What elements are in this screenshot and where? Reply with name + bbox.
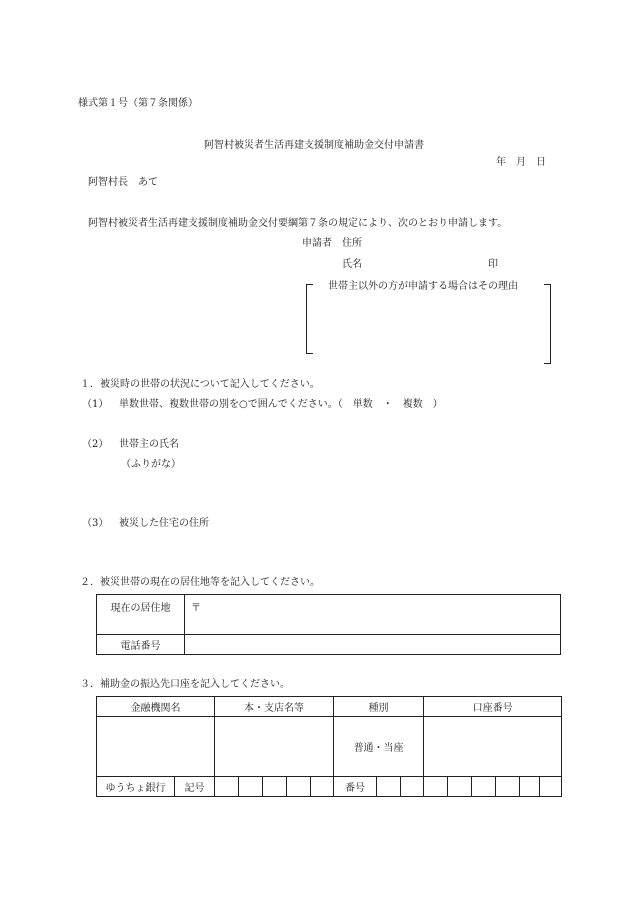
reason-bracket-left [306, 284, 313, 354]
branch-name-field[interactable] [215, 717, 334, 777]
header-account-number: 口座番号 [424, 697, 562, 717]
residence-label: 現在の居住地 [97, 595, 185, 635]
header-branch-name: 本・支店名等 [215, 697, 334, 717]
bangou-digit-cell[interactable] [540, 777, 562, 797]
applicant-address-label: 申請者 住所 [302, 238, 362, 249]
bangou-digit-cell[interactable] [520, 777, 540, 797]
applicant-name-label: 氏名 [342, 259, 362, 270]
phone-field[interactable] [185, 635, 561, 655]
bangou-digit-cell[interactable] [377, 777, 401, 797]
q2-number: （2） [82, 439, 109, 450]
q1-text: 単数世帯、複数世帯の別を○で囲んでください。（ 単数 ・ 複数 ） [119, 399, 443, 410]
bangou-digit-cell[interactable] [472, 777, 496, 797]
q2-text: 世帯主の氏名 [119, 439, 179, 450]
kigou-digit-cell[interactable] [215, 777, 239, 797]
residence-field[interactable] [185, 595, 561, 635]
q2-furigana: （ふりがな） [121, 459, 181, 470]
kigou-digit-cell[interactable] [287, 777, 311, 797]
postal-mark: 〒 [191, 603, 201, 614]
section3-heading: ３．補助金の振込先口座を記入してください。 [80, 679, 290, 690]
header-account-type: 種別 [334, 697, 424, 717]
reason-label: 世帯主以外の方が申請する場合はその理由 [328, 281, 518, 292]
q3-text: 被災した住宅の住所 [119, 518, 209, 529]
bangou-label: 番号 [334, 777, 377, 797]
bangou-digit-cell[interactable] [448, 777, 472, 797]
page-title: 阿智村被災者生活再建支援制度補助金交付申請書 [204, 140, 424, 151]
bangou-digit-cell[interactable] [401, 777, 424, 797]
seal-mark: 印 [488, 259, 498, 270]
kigou-digit-cell[interactable] [239, 777, 263, 797]
yucho-label: ゆうちょ銀行 [97, 777, 175, 797]
bangou-digit-cell[interactable] [496, 777, 520, 797]
phone-label: 電話番号 [97, 635, 185, 655]
q3-number: （3） [82, 518, 109, 529]
date-line: 年 月 日 [496, 157, 546, 168]
form-number: 様式第１号（第７条関係） [78, 98, 198, 109]
kigou-digit-cell[interactable] [263, 777, 287, 797]
kigou-digit-cell[interactable] [311, 777, 334, 797]
intro-text: 阿智村被災者生活再建支援制度補助金交付要綱第７条の規定により、次のとおり申請します。 [88, 218, 508, 229]
account-type-field[interactable]: 普通・当座 [334, 717, 424, 777]
header-bank-name: 金融機関名 [97, 697, 215, 717]
section1-heading: １．被災時の世帯の状況について記入してください。 [80, 379, 320, 390]
section2-heading: ２．被災世帯の現在の居住地等を記入してください。 [80, 577, 320, 588]
q1-number: （1） [82, 399, 109, 410]
bank-name-field[interactable] [97, 717, 215, 777]
account-number-field[interactable] [424, 717, 562, 777]
residence-table [96, 594, 561, 655]
bank-account-table [96, 696, 562, 797]
bangou-digit-cell[interactable] [424, 777, 448, 797]
addressee: 阿智村長 あて [88, 177, 158, 188]
kigou-label: 記号 [175, 777, 215, 797]
reason-bracket-right [544, 284, 551, 364]
